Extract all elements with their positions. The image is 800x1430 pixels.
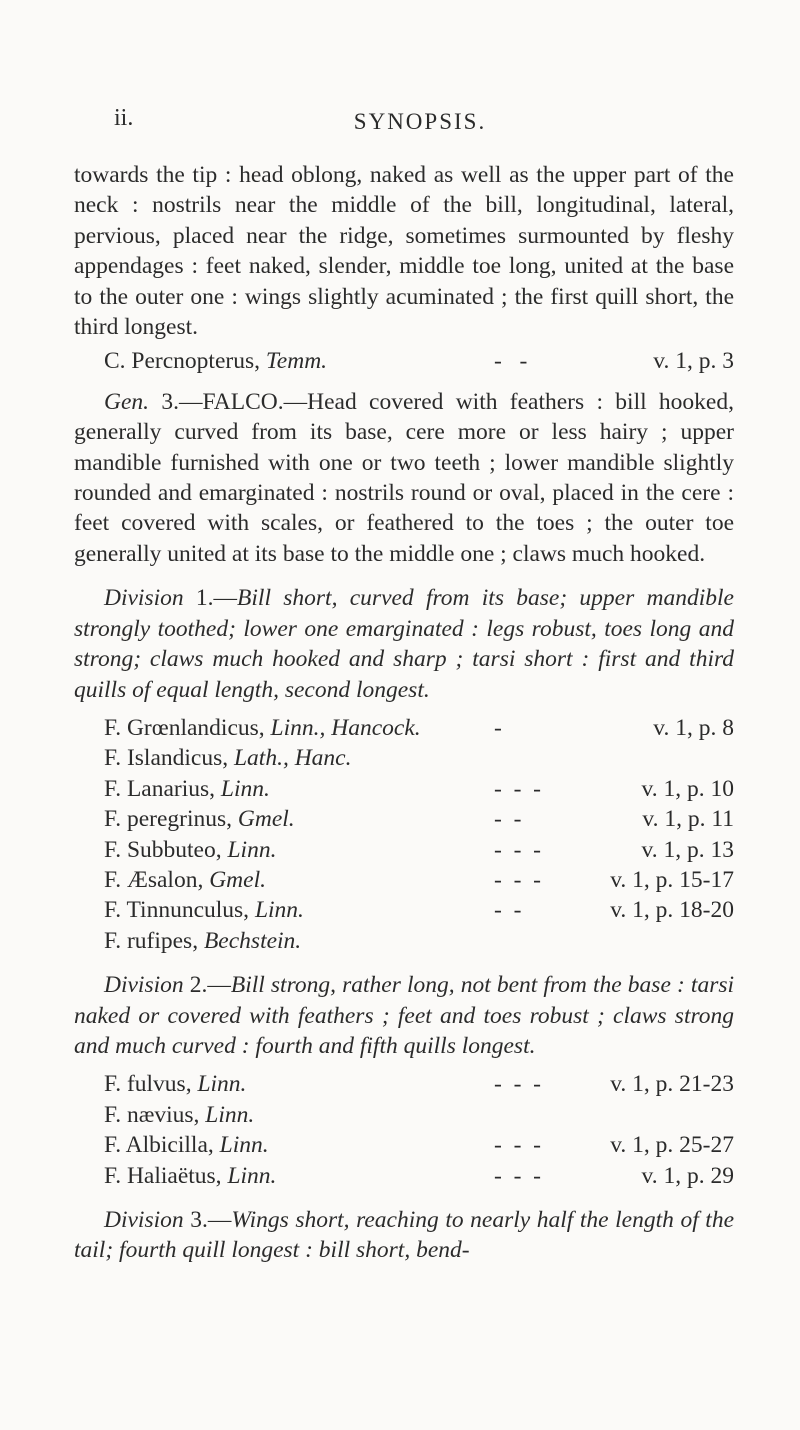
volume-page-ref: v. 1, p. 3 <box>653 348 734 375</box>
leader-dashes: - - - <box>494 775 541 802</box>
species-name: F. Grœnlandicus, <box>104 714 271 741</box>
species-authority: Linn. <box>197 1071 247 1098</box>
volume-page-ref: v. 1, p. 18-20 <box>610 897 734 924</box>
volume-page-ref: v. 1, p. 13 <box>641 836 734 863</box>
species-entry <box>74 743 734 773</box>
division-1-text: Bill short, curved from its base; upper mandible strongly toothed; lower one emarginated : legs robust, toes long and strong; claws much hooked and sharp ; tarsi short : first and third quills of equal length, second longest. <box>74 585 734 703</box>
species-entry <box>74 774 734 804</box>
species-authority: Gmel. <box>237 806 295 833</box>
page-body <box>74 160 734 1266</box>
species-authority: Linn. <box>219 1132 269 1159</box>
species-authority: Linn. <box>220 775 270 802</box>
species-name: C. Percnopterus, <box>104 348 266 375</box>
division-label: Division <box>104 972 184 999</box>
volume-page-ref: v. 1, p. 29 <box>641 1162 734 1189</box>
species-entry <box>74 1161 734 1191</box>
species-entry <box>74 865 734 895</box>
volume-page-ref: v. 1, p. 10 <box>641 775 734 802</box>
genus-continuation-text: towards the tip : head oblong, naked as well as the upper part of the neck : nostrils near the middle of the bill, longitudinal, lateral, pervious, placed near the ridge, sometimes surmounted by fleshy appendages : feet naked, slender, middle toe long, united at the base to the outer one : wings slightly acuminated ; the first quill short, the third longest. <box>74 162 734 341</box>
species-authority: Linn., Hancock. <box>270 714 421 741</box>
species-authority: Linn. <box>254 897 304 924</box>
species-authority: Bechstein. <box>203 927 302 954</box>
species-entry <box>74 346 734 376</box>
genus-3-description <box>74 387 734 569</box>
species-name: F. peregrinus, <box>104 806 238 833</box>
volume-page-ref: v. 1, p. 11 <box>642 806 734 833</box>
genus-label: Gen. <box>104 388 150 415</box>
species-name: F. Tinnunculus, <box>104 897 255 924</box>
species-entry <box>74 1100 734 1130</box>
division-3-description <box>74 1205 734 1266</box>
species-name: F. fulvus, <box>104 1071 198 1098</box>
species-entry <box>74 895 734 925</box>
species-authority: Linn. <box>205 1101 255 1128</box>
species-name: F. Albicilla, <box>104 1132 220 1159</box>
leader-dashes: - - - <box>494 1132 541 1159</box>
division-1-species-list <box>74 713 734 956</box>
division-label: Division <box>104 585 184 612</box>
species-name: F. rufipes, <box>104 927 204 954</box>
species-name: F. Haliaëtus, <box>104 1162 228 1189</box>
species-entry <box>74 835 734 865</box>
leader-dashes: - - - <box>494 866 541 893</box>
volume-page-ref: v. 1, p. 21-23 <box>610 1071 734 1098</box>
leader-dashes: - - - <box>494 1162 541 1189</box>
leader-dashes: - <box>494 714 502 741</box>
species-entry <box>74 1130 734 1160</box>
division-3-text: Wings short, reaching to nearly half the length of the tail; fourth quill longest : bill short, bend- <box>74 1207 734 1264</box>
page-header <box>40 105 800 141</box>
species-entry <box>74 1069 734 1099</box>
species-entry <box>74 713 734 743</box>
division-number: 1.— <box>183 585 238 612</box>
leader-dashes: - - <box>494 806 522 833</box>
species-name: F. Subbuteo, <box>104 836 228 863</box>
leader-dashes: - - - <box>494 836 541 863</box>
species-authority: Linn. <box>227 1162 277 1189</box>
volume-page-ref: v. 1, p. 15-17 <box>610 866 734 893</box>
division-label: Division <box>104 1207 184 1233</box>
species-entry <box>74 804 734 834</box>
genus-3-text: 3.—FALCO.—Head covered with feathers : bill hooked, generally curved from its base, cere more or less hairy ; upper mandible furnished with one or two teeth ; lower mandible slightly rounded and emarginated : nostrils round or oval, placed in the cere : feet covered with scales, or feathered to the toes ; the outer toe generally united at its base to the middle one ; claws much hooked. <box>74 388 734 567</box>
species-entry <box>74 926 734 956</box>
volume-page-ref: v. 1, p. 25-27 <box>610 1132 734 1159</box>
page-number: ii. <box>114 105 134 131</box>
species-authority: Lath., Hanc. <box>233 745 352 772</box>
leader-dashes: - - - <box>494 1071 541 1098</box>
division-2-description <box>74 970 734 1061</box>
division-number: 2.— <box>183 972 231 999</box>
species-name: F. Æsalon, <box>104 866 210 893</box>
species-authority: Temm. <box>265 348 328 375</box>
species-name: F. nævius, <box>104 1101 206 1128</box>
leader-dashes: - - <box>494 348 528 375</box>
species-name: F. Lanarius, <box>104 775 221 802</box>
species-name: F. Islandicus, <box>104 745 234 772</box>
division-2-species-list <box>74 1069 734 1191</box>
running-head: SYNOPSIS. <box>353 109 487 134</box>
volume-page-ref: v. 1, p. 8 <box>653 714 734 741</box>
leader-dashes: - - <box>494 897 522 924</box>
species-authority: Linn. <box>227 836 277 863</box>
division-1-description <box>74 583 734 705</box>
division-number: 3.— <box>183 1207 232 1233</box>
division-2-text: Bill strong, rather long, not bent from the base : tarsi naked or covered with feathers ; feet and toes robust ; claws strong and much curved : fourth and fifth quills longest. <box>74 972 735 1059</box>
species-authority: Gmel. <box>209 866 266 893</box>
